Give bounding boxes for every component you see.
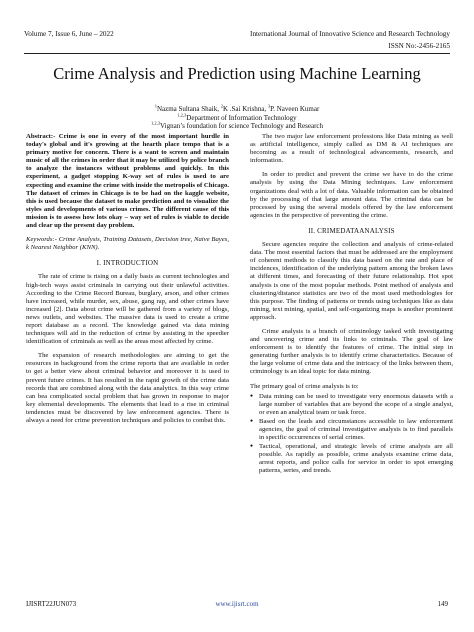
author-3-sup: 3 <box>267 103 271 109</box>
footer-website-link[interactable]: www.ijisrt.com <box>215 600 259 608</box>
right-paragraph-3: Secure agencies require the collection and analysis of crime-related data. The most essential factors that must be addressed are the employment of coherent methods to classify this data based on the rate and place of incidences, identification of the underlying pattern among the broken laws at different times, and forecasting of their future relationship. Hot spot analysis is one of the most popular methods. Point method of analysis and clustering/distance statistics are two of the most used methodologies for this purpose. The finding of patterns or trends using techniques like as data mining, text mining, spatial, and self-organizing maps is another prominent approach. <box>250 241 453 321</box>
keywords: Keywords:- Crime Analysis, Training Datasets, Decision tree, Naive Bayes, k Nearest Neighbor (KNN). <box>26 236 229 252</box>
affiliation-1-text: Department of Information Technology <box>186 113 297 122</box>
right-column <box>250 133 453 477</box>
list-item: ● Tactical, operational, and strategic levels of crime analysis are all possible. As rapidly as possible, crime analysts examine crime data, arrest reports, and police calls for service in order to spot emerging patterns, series, and trends. <box>250 443 453 475</box>
author-block <box>40 105 434 131</box>
list-item: ● Based on the leads and circumstances accessible to law enforcement agencies, the goal of criminal investigative analysis is to find parallels in specific occurrences of serial crimes. <box>250 418 453 442</box>
list-item: ● Data mining can be used to investigate very enormous datasets with a large number of variables that are beyond the scope of a single analyst, or even an analytical team or task force. <box>250 393 453 417</box>
header-divider <box>24 53 450 54</box>
abstract: Abstract:- Crime is one in every of the most important hurdle in today's global and it's growing at the hearth place tempo that is a primary motive for concern. There is a want to screen and maintain music of all the crimes in order that it may be utilized by police branch to analyze the instances without problems and quickly. In this experiment, a gadget stopping K-way set of rules is used to are expecting and examine the crime with inside the metropolis of Chicago. The dataset of crimes in Chicago is to be had on the kaggle website, this is used because the dataset to make prediction and to visualize the styles and developments of various crimes. The different cause of this mission is to assess how lots okay – way set of rules is viable to decide and clear up the present day problem. <box>26 133 229 230</box>
header-volume: Volume 7, Issue 6, June – 2022 <box>24 30 114 38</box>
intro-paragraph-1: The rate of crime is rising on a daily basis as current technologies and high-tech ways assist criminals in carrying out their unlawful activities. According to the Crime Record Bureau, burglary, arson, and other crimes have increased, while murder, sex, abuse, gang rap, and other crimes have increased [2]. Data about crime will be gathered from a variety of blogs, news outlets, and websites. The massive data is used to create a crime report database as a record. The knowledge gained via data mining techniques will aid in the reduction of crime by assisting in the speedier identification of criminals as well as the areas most affected by crime. <box>26 273 229 346</box>
footer-paper-id: IJISRT22JUN073 <box>26 600 77 608</box>
intro-paragraph-2: The expansion of research methodologies are aiming to get the resources in background from the crime reports that are available in order to get a better view about criminal behavior and moreover it is used to prevent future crimes. It has resulted in the rapid growth of the crime data records that are combined along with the data analytics. In this way crime can bea complicated social problem that has grown in response to major key elemental developments. The elements that lead to a rise in criminal tendencies must be discovered by law enforcement agencies. There is always a need for crime prevention techniques and policies to combat this. <box>26 352 229 424</box>
affiliation-institution <box>40 122 434 131</box>
author-2-sup: 2 <box>220 103 223 109</box>
left-column <box>26 133 229 431</box>
header-issn: ISSN No:-2456-2165 <box>388 42 450 50</box>
header-journal: International Journal of Innovative Science and Research Technology <box>250 30 450 38</box>
paper-title: Crime Analysis and Prediction using Machine Learning <box>53 64 421 83</box>
goal-bullet-list <box>250 393 453 476</box>
footer-page-number: 149 <box>437 600 448 608</box>
section-heading-introduction: I. INTRODUCTION <box>96 259 159 268</box>
affiliation-1-sup: 1,2,3 <box>177 112 187 118</box>
author-1-sup: 1 <box>154 103 157 109</box>
right-paragraph-2: In order to predict and prevent the crime we have to do the crime analysis by using the Data Mining techniques. Law enforcement organizations deal with a lot of data. Valuable information can be obtained by the processing of that large amount data. The criminal data can be processed by using the several models offered by the law enforcement agencies in the perspective of preventing the crime. <box>250 171 453 219</box>
affiliation-2-text: Vignan’s foundation for science Technology and Research <box>159 122 324 131</box>
affiliation-2-sup: 1,2,3 <box>150 120 160 126</box>
section-heading-crime-data-analysis: II. CRIMEDATAANALYSIS <box>308 226 395 235</box>
right-paragraph-1: The two major law enforcement professions like Data mining as well as artificial intelligence, simply called as DM & AI techniques are becoming as a result of technological advancements, research, and information. <box>250 133 453 165</box>
author-names <box>40 105 434 114</box>
author-3-name: P. Naveen Kumar <box>270 105 320 113</box>
goal-intro: The primary goal of crime analysis is to: <box>250 382 359 390</box>
affiliation-department <box>40 114 434 123</box>
author-1-name: Nazma Sultana Shaik, <box>156 105 221 113</box>
right-paragraph-4: Crime analysis is a branch of criminology tasked with investigating and uncovering crime and its links to criminals. The goal of law enforcement is to identify the features of crime. The initial step in generating further analysis is to identify crime characteristics. Because of the large volume of crime data and the intricacy of the links between them, criminology is an ideal topic for data mining. <box>250 327 453 376</box>
author-2-name: K .Sai Krishna, <box>222 105 268 113</box>
